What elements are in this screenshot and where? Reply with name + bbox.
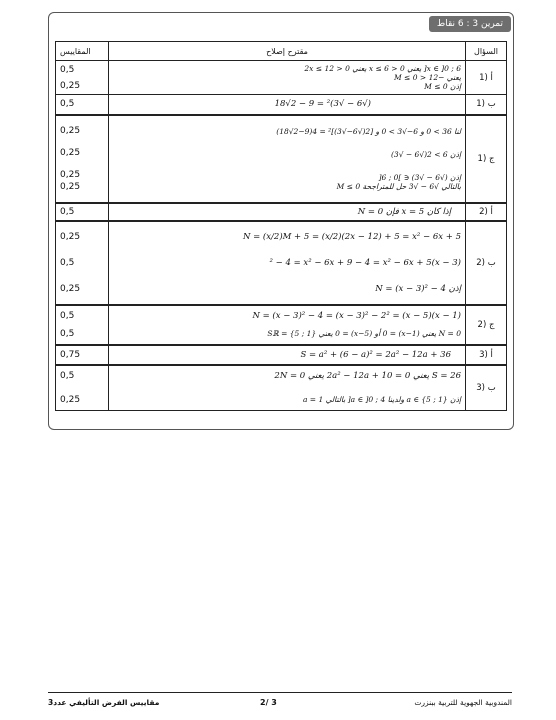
page-number: 2/ 3 bbox=[260, 698, 277, 707]
marks-cell bbox=[56, 203, 109, 221]
marks-cell bbox=[56, 221, 109, 305]
exercise-title-tab: تمرين 3 : 6 نقاط bbox=[429, 16, 511, 32]
table-row bbox=[56, 305, 507, 345]
mark-value: 0,5 bbox=[60, 64, 75, 75]
mark-value: 0,25 bbox=[60, 181, 81, 192]
solution-cell bbox=[109, 95, 466, 115]
solution-line: لنا 36 > 0 و 6−√3 > 0 و [2(√6−√3)]² = 4(9−2√18) bbox=[276, 126, 461, 136]
mark-value: 0,25 bbox=[60, 80, 81, 91]
table-header-row bbox=[56, 42, 507, 61]
solution-line: بالتالي √6 − √3 حل للمتراجحة M ≤ 0 bbox=[336, 181, 461, 191]
solution-line: (√6 − √3)² = 9 − 2√18 bbox=[274, 99, 371, 110]
mark-value: 0,25 bbox=[60, 283, 81, 294]
solution-line: S = 26 يعني 2a² − 12a + 10 = 0 يعني 2N = 0 bbox=[274, 371, 461, 382]
solution-line: إذن N = (x − 3)² − 4 bbox=[375, 283, 461, 294]
table-row bbox=[56, 365, 507, 411]
question-cell: 1) ج bbox=[466, 115, 507, 203]
mark-value: 0,5 bbox=[60, 370, 75, 381]
question-cell: 2) ج bbox=[466, 305, 507, 345]
question-cell: 1) أ bbox=[466, 61, 507, 95]
solution-cell bbox=[109, 203, 466, 221]
footer-institution: المندوبية الجهوية للتربية ببنزرت bbox=[414, 698, 512, 707]
solution-line: إذن (√6 − √3) ∈ ]0 ; 6[ bbox=[378, 172, 461, 182]
solution-cell bbox=[109, 345, 466, 365]
mark-value: 0,5 bbox=[60, 257, 75, 268]
marks-cell bbox=[56, 305, 109, 345]
table-row bbox=[56, 221, 507, 305]
solution-cell bbox=[109, 365, 466, 411]
marks-cell bbox=[56, 95, 109, 115]
header-question: السؤال bbox=[466, 42, 507, 61]
mark-value: 0,75 bbox=[60, 349, 81, 360]
solution-line: إذن 6 > 2(√6 − √3) bbox=[390, 149, 461, 159]
footer-exam-title: مقاييس الفرض التأليفي عدد3 bbox=[48, 698, 160, 707]
table-row bbox=[56, 61, 507, 95]
table-row bbox=[56, 345, 507, 365]
solution-cell bbox=[109, 115, 466, 203]
solution-line: x ∈ ]0 ; 6[ يعني 0 < x ≤ 6 يعني 0 < 2x ≤ 12 bbox=[304, 64, 461, 73]
mark-value: 0,25 bbox=[60, 147, 81, 158]
mark-value: 0,5 bbox=[60, 310, 75, 321]
mark-value: 0,25 bbox=[60, 125, 81, 136]
correction-table bbox=[55, 41, 507, 411]
marks-cell bbox=[56, 365, 109, 411]
table-row bbox=[56, 95, 507, 115]
solution-line: N = (x − 3)² − 4 = (x − 3)² − 2² = (x − 5)(x − 1) bbox=[252, 311, 461, 321]
question-cell: 2) أ bbox=[466, 203, 507, 221]
solution-cell bbox=[109, 61, 466, 95]
solution-line: (x − 3)² − 4 = x² − 6x + 9 − 4 = x² − 6x + 5 bbox=[269, 257, 461, 268]
question-cell: 1) ب bbox=[466, 95, 507, 115]
solution-line: إذن a ∈ {5 ; 1} ولدينا a ∈ ]0 ; 4[ بالتالي a = 1 bbox=[302, 395, 461, 405]
solution-line: N = (x/2)M + 5 = (x/2)(2x − 12) + 5 = x² − 6x + 5 bbox=[242, 231, 461, 242]
solution-cell bbox=[109, 221, 466, 305]
question-cell: 3) ب bbox=[466, 365, 507, 411]
solution-line: إذا كان x = 5 فإن N = 0 bbox=[357, 206, 451, 217]
mark-value: 0,5 bbox=[60, 328, 75, 339]
mark-value: 0,25 bbox=[60, 169, 81, 180]
header-marks: المقاييس bbox=[56, 42, 109, 61]
exercise-frame bbox=[48, 12, 514, 430]
footer-divider bbox=[48, 692, 512, 693]
solution-line: S = a² + (6 − a)² = 2a² − 12a + 36 bbox=[300, 349, 451, 360]
mark-value: 0,5 bbox=[60, 206, 75, 217]
question-cell: 2) ب bbox=[466, 221, 507, 305]
marks-cell bbox=[56, 115, 109, 203]
question-cell: 3) أ bbox=[466, 345, 507, 365]
mark-value: 0,5 bbox=[60, 99, 75, 110]
solution-line: يعني −12 < M ≤ 0 bbox=[393, 73, 461, 82]
solution-line: إذن M ≤ 0 bbox=[424, 82, 461, 91]
table-row bbox=[56, 115, 507, 203]
page-footer bbox=[48, 698, 512, 712]
header-solution: مقترح إصلاح bbox=[109, 42, 466, 61]
solution-cell bbox=[109, 305, 466, 345]
solution-line: N = 0 يعني (x−1) = 0 أو (x−5) = 0 يعني Sℝ = {5 ; 1} bbox=[267, 329, 461, 338]
mark-value: 0,25 bbox=[60, 394, 81, 405]
mark-value: 0,25 bbox=[60, 231, 81, 242]
marks-cell bbox=[56, 345, 109, 365]
table-row bbox=[56, 203, 507, 221]
marks-cell bbox=[56, 61, 109, 95]
